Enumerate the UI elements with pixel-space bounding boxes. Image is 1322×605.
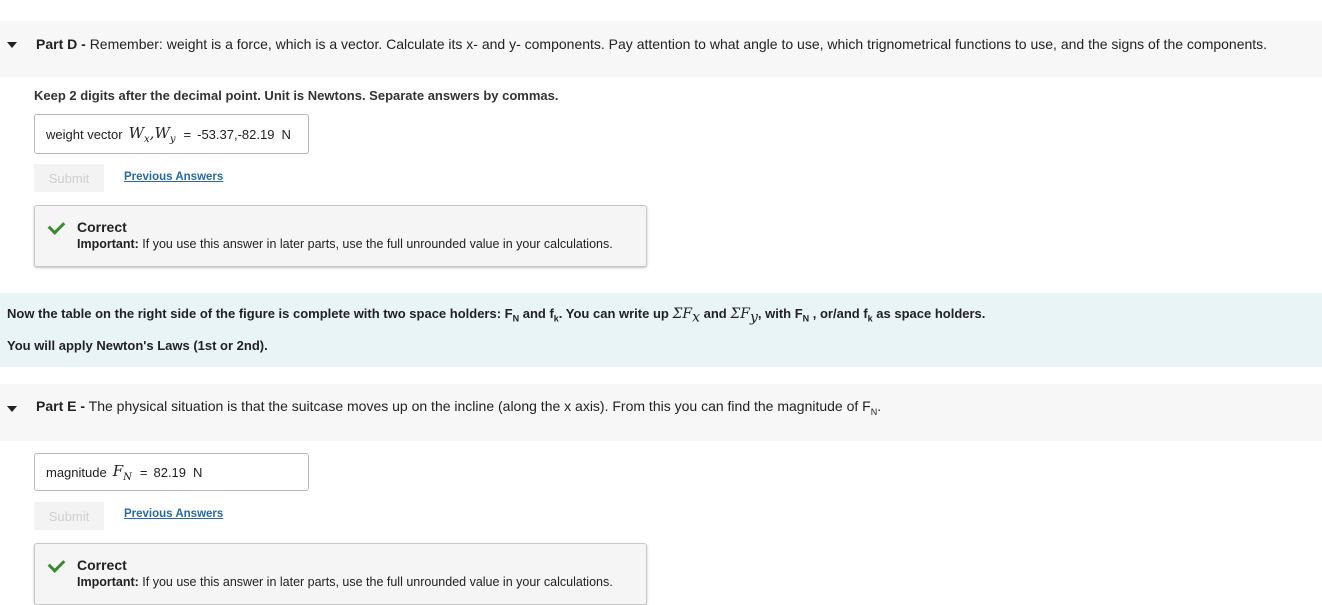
part-e-feedback: [34, 543, 647, 605]
collapse-caret-icon[interactable]: [7, 42, 17, 48]
answer-unit: N: [281, 126, 291, 142]
part-e-header: [0, 384, 1322, 441]
equals-sign: =: [183, 126, 192, 142]
answer-symbol: $W_x,W_y$: [128, 123, 176, 145]
submit-button[interactable]: Submit: [34, 502, 104, 530]
previous-answers-link[interactable]: Previous Answers: [124, 508, 224, 520]
info-line-1: Now the table on the right side of the figure is complete with two space holders: $F_N$ and $f_k$. You can write up $\Sigma F_x$ and $\Sigma F_y$, with $F_N$ , or/and $f_k$ as space holders.: [7, 306, 986, 326]
feedback-title: Correct: [77, 557, 127, 573]
answer-unit: N: [193, 464, 203, 480]
feedback-message: Important: If you use this answer in later parts, use the full unrounded value in your calculations.: [77, 237, 613, 251]
part-e-prompt: Part E - The physical situation is that the suitcase moves up on the incline (along the x axis). From this you can find the magnitude of $F_N$.: [36, 398, 882, 417]
answer-symbol: $F_N$: [112, 461, 132, 483]
submit-button[interactable]: Submit: [34, 164, 104, 192]
feedback-message: Important: If you use this answer in later parts, use the full unrounded value in your calculations.: [77, 575, 613, 589]
answer-label: weight vector: [46, 126, 123, 142]
info-panel: [0, 293, 1322, 367]
part-d-header: [0, 21, 1322, 77]
answer-value: 82.19: [153, 464, 187, 480]
answer-label: magnitude: [46, 464, 107, 480]
answer-value: -53.37,-82.19: [197, 126, 275, 142]
part-d-answer-field[interactable]: [34, 114, 309, 154]
checkmark-icon: [48, 555, 66, 573]
info-line-2: You will apply Newton's Laws (1st or 2nd).: [7, 338, 268, 353]
part-d-instructions: Keep 2 digits after the decimal point. Unit is Newtons. Separate answers by commas.: [34, 88, 559, 103]
part-d-prompt: [36, 36, 1267, 52]
feedback-title: Correct: [77, 219, 127, 235]
checkmark-icon: [48, 217, 66, 235]
previous-answers-link[interactable]: Previous Answers: [124, 171, 224, 183]
collapse-caret-icon[interactable]: [7, 406, 17, 412]
part-d-prompt-text: Remember: weight is a force, which is a vector. Calculate its x- and y- components. Pay attention to what angle to use, which trignometrical functions to use, and the signs of the components.: [89, 36, 1268, 52]
equals-sign: =: [139, 464, 148, 480]
part-e-answer-field[interactable]: [34, 453, 309, 491]
part-d-feedback: [34, 205, 647, 267]
part-d-label: Part D -: [36, 36, 86, 52]
part-e-label: Part E -: [36, 398, 86, 414]
